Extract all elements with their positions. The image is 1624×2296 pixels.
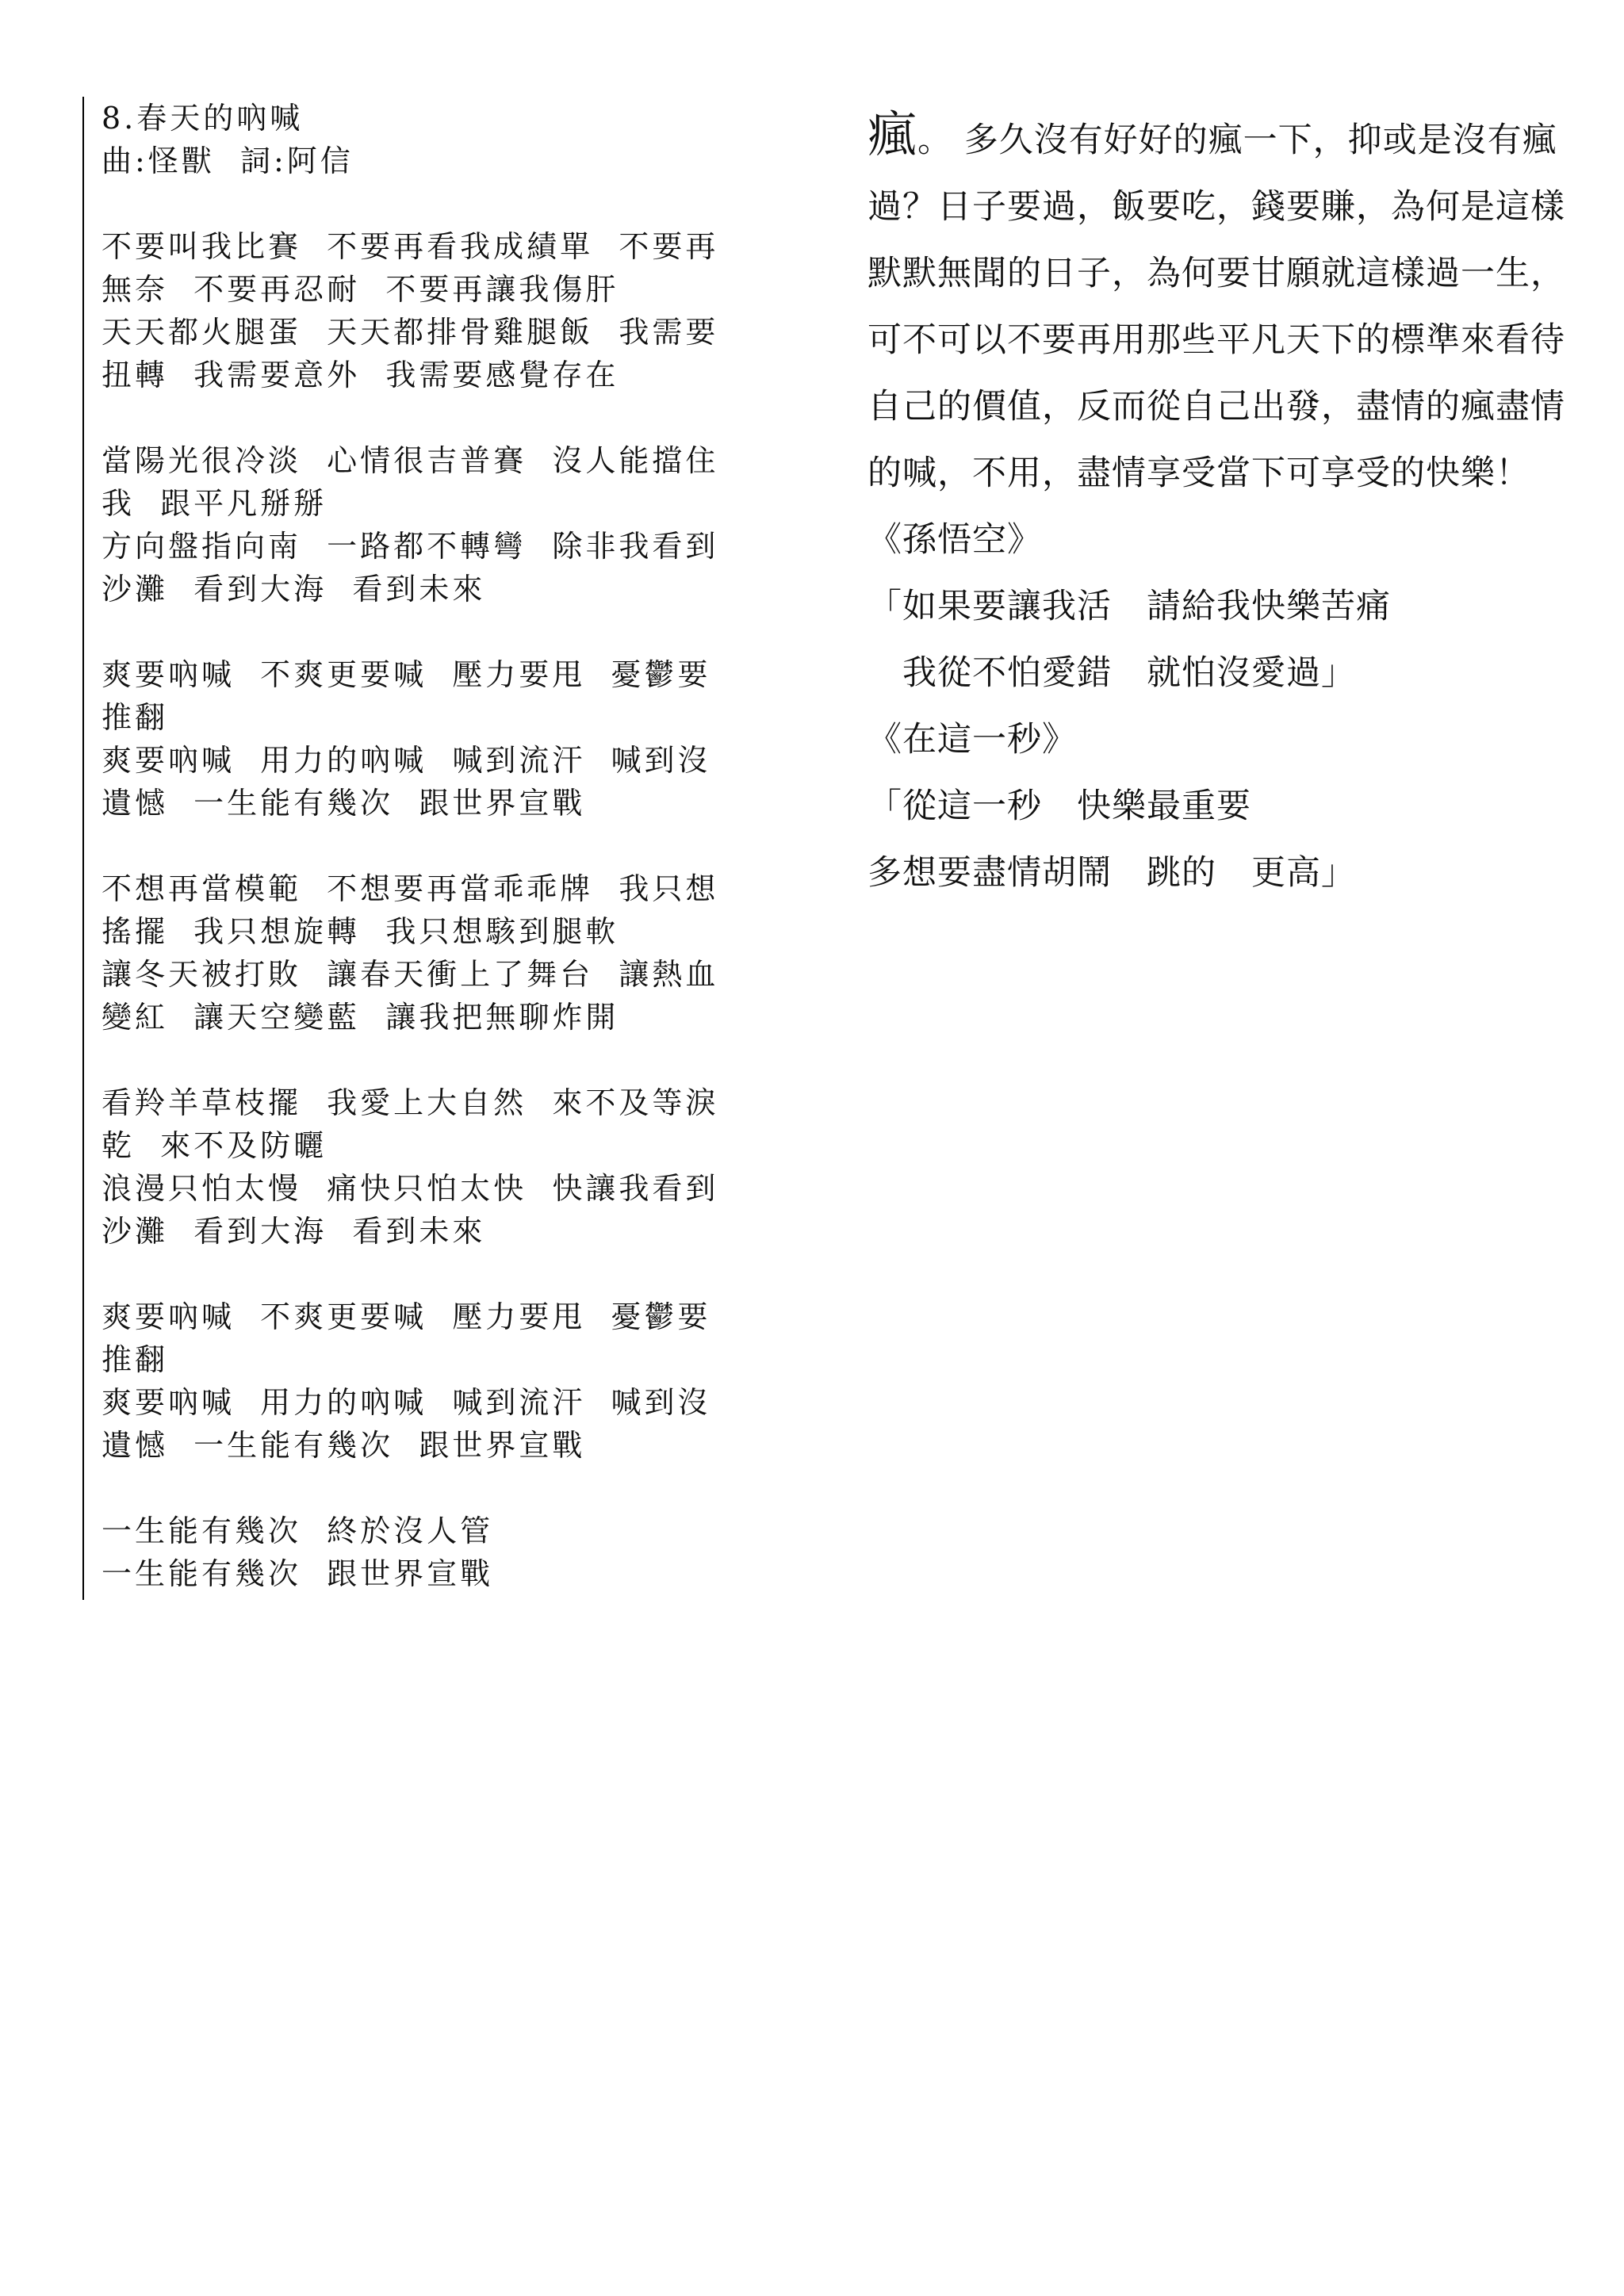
song-credits: 曲:怪獸 詞:阿信 xyxy=(102,144,354,178)
lyrics-column xyxy=(82,97,799,1600)
lyric-line: 推翻 xyxy=(102,700,169,735)
lyric-line: 乾 來不及防曬 xyxy=(102,1128,327,1163)
lyric-line: 浪漫只怕太慢 痛快只怕太快 快讓我看到 xyxy=(102,1171,719,1206)
lyric-line: 爽要吶喊 不爽更要喊 壓力要甩 憂鬱要 xyxy=(102,1299,711,1334)
lyric-line: 當陽光很冷淡 心情很吉普賽 沒人能擋住 xyxy=(102,443,719,478)
lyric-line: 一生能有幾次 跟世界宣戰 xyxy=(102,1556,494,1591)
lyric-line: 看羚羊草枝擺 我愛上大自然 來不及等淚 xyxy=(102,1085,719,1120)
essay-column xyxy=(868,101,1581,906)
lyric-line: 天天都火腿蛋 天天都排骨雞腿飯 我需要 xyxy=(102,315,719,350)
lyric-line: 方向盤指向南 一路都不轉彎 除非我看到 xyxy=(102,529,719,564)
lyric-stanza xyxy=(102,225,799,396)
quote-line: 我從不怕愛錯 就怕沒愛過」 xyxy=(868,653,1356,693)
quote-title: 《孫悟空》 xyxy=(868,520,1042,560)
lyric-line: 不要叫我比賽 不要再看我成績單 不要再 xyxy=(102,229,719,264)
lyric-line: 不想再當模範 不想要再當乖乖牌 我只想 xyxy=(102,871,719,906)
lyric-stanza xyxy=(102,1510,799,1595)
lyric-line: 遺憾 一生能有幾次 跟世界宣戰 xyxy=(102,786,586,821)
lyric-stanza xyxy=(102,1081,799,1253)
lyric-line: 爽要吶喊 用力的吶喊 喊到流汗 喊到沒 xyxy=(102,1385,711,1420)
lyric-line: 無奈 不要再忍耐 不要再讓我傷肝 xyxy=(102,272,619,307)
lyric-stanza xyxy=(102,1295,799,1467)
lyric-line: 爽要吶喊 不爽更要喊 壓力要甩 憂鬱要 xyxy=(102,657,711,692)
quote-this-second xyxy=(868,706,1581,906)
lyric-line: 沙灘 看到大海 看到未來 xyxy=(102,572,486,607)
essay-paragraph xyxy=(868,101,1581,507)
lyric-stanza xyxy=(102,439,799,610)
lyrics-stanzas xyxy=(102,225,799,1595)
lyric-line: 扭轉 我需要意外 我需要感覺存在 xyxy=(102,358,619,392)
lyric-line: 爽要吶喊 用力的吶喊 喊到流汗 喊到沒 xyxy=(102,743,711,778)
lyric-line: 讓冬天被打敗 讓春天衝上了舞台 讓熱血 xyxy=(102,957,719,992)
essay-lead-character: 瘋 xyxy=(868,105,918,163)
lyric-line: 推翻 xyxy=(102,1342,169,1377)
lyric-line: 變紅 讓天空變藍 讓我把無聊炸開 xyxy=(102,1000,619,1035)
lyric-stanza xyxy=(102,867,799,1039)
lyric-line: 沙灘 看到大海 看到未來 xyxy=(102,1214,486,1249)
quote-line: 「從這一秒 快樂最重要 xyxy=(868,786,1251,826)
song-title: 8.春天的吶喊 xyxy=(102,101,304,136)
quote-sun-wukong xyxy=(868,507,1581,706)
lyric-line: 搖擺 我只想旋轉 我只想駭到腿軟 xyxy=(102,914,619,949)
lyric-line: 我 跟平凡掰掰 xyxy=(102,486,327,521)
essay-lead-mark: 。 xyxy=(917,121,953,160)
quote-line: 「如果要讓我活 請給我快樂苦痛 xyxy=(868,587,1391,626)
quote-line: 多想要盡情胡鬧 跳的 更高」 xyxy=(868,853,1356,893)
lyric-line: 遺憾 一生能有幾次 跟世界宣戰 xyxy=(102,1428,586,1463)
lyric-line: 一生能有幾次 終於沒人管 xyxy=(102,1513,494,1548)
essay-text: 多久沒有好好的瘋一下，抑或是沒有瘋過？日子要過，飯要吃，錢要賺，為何是這樣默默無聞的日子，為何要甘願就這樣過一生，可不可以不要再用那些平凡天下的標準來看待自己的價值，反而從自己出發，盡情的瘋盡情的喊，不用，盡情享受當下可享受的快樂！ xyxy=(868,121,1565,493)
lyric-stanza xyxy=(102,653,799,825)
quote-title: 《在這一秒》 xyxy=(868,720,1077,760)
